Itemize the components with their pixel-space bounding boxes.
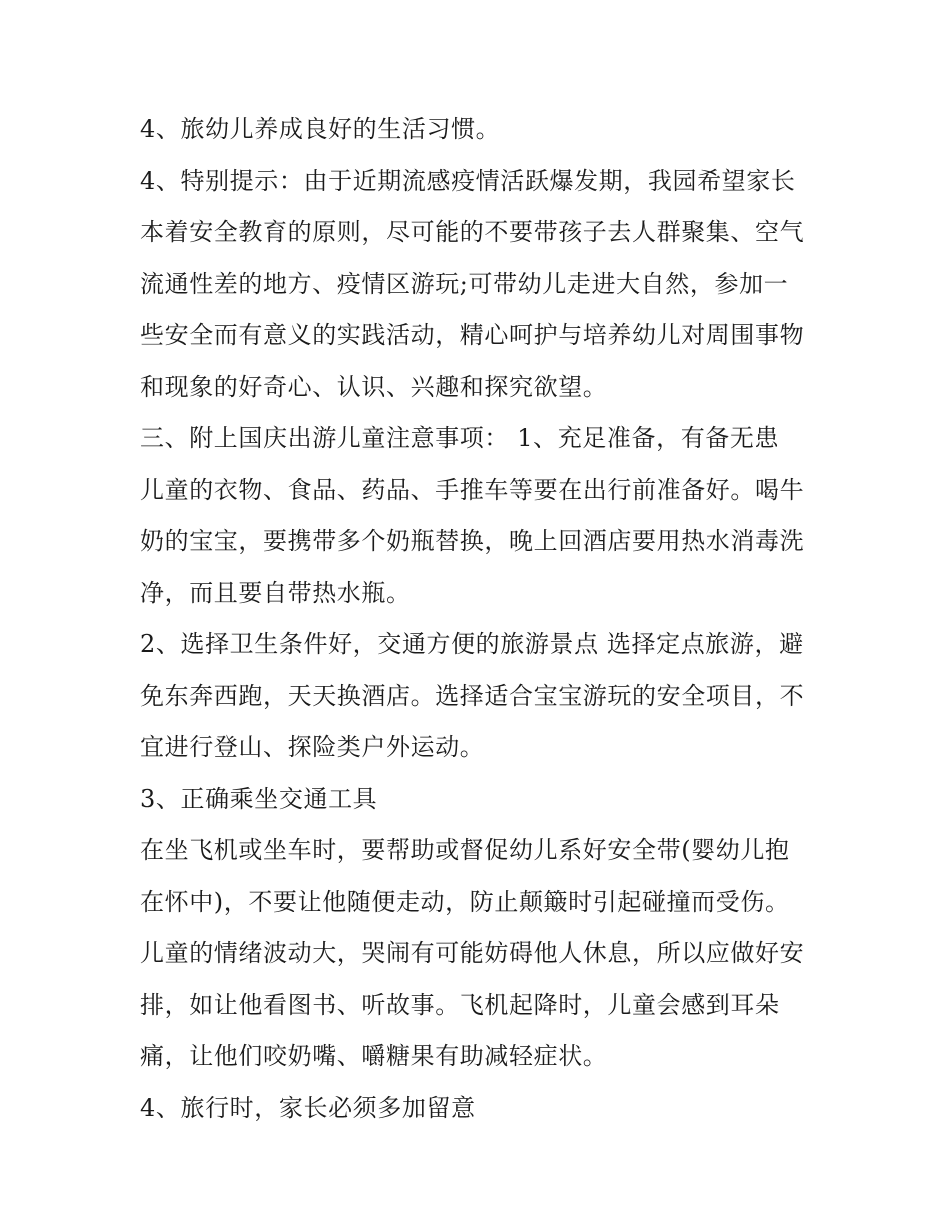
text-line: 流通性差的地方、疫情区游玩;可带幼儿走进大自然，参加一: [140, 269, 789, 298]
text-line: 在坐飞机或坐车时，要帮助或督促幼儿系好安全带(婴幼儿抱: [140, 836, 790, 864]
text-line: 在怀中)，不要让他随便走动，防止颠簸时引起碰撞而受伤。: [140, 887, 790, 916]
subheading: 4、旅行时，家长必须多加留意: [140, 1093, 476, 1122]
text-line: 儿童的衣物、食品、药品、手推车等要在出行前准备好。喝牛: [140, 475, 805, 504]
text-line: 4、旅幼儿养成良好的生活习惯。: [140, 115, 501, 143]
text-line: 本着安全教育的原则，尽可能的不要带孩子去人群聚集、空气: [140, 218, 805, 246]
text-line: 2、选择卫生条件好，交通方便的旅游景点 选择定点旅游，避: [140, 630, 804, 658]
text-line: 4、特别提示：由于近期流感疫情活跃爆发期，我园希望家长: [140, 166, 796, 195]
text-line: 和现象的好奇心、认识、兴趣和探究欲望。: [140, 372, 608, 401]
document-body: [140, 104, 820, 1134]
text-line: 排，如让他看图书、听故事。飞机起降时，儿童会感到耳朵: [140, 990, 780, 1019]
text-line: 宜进行登山、探险类户外运动。: [140, 733, 485, 761]
text-line: 免东奔西跑，天天换酒店。选择适合宝宝游玩的安全项目，不: [140, 681, 805, 710]
text-line: 痛，让他们咬奶嘴、嚼糖果有助减轻症状。: [140, 1042, 608, 1070]
text-line: 净，而且要自带热水瓶。: [140, 578, 411, 607]
text-line: 些安全而有意义的实践活动，精心呵护与培养幼儿对周围事物: [140, 321, 805, 349]
text-line: 奶的宝宝，要携带多个奶瓶替换，晚上回酒店要用热水消毒洗: [140, 527, 805, 555]
section-heading: 三、附上国庆出游儿童注意事项： 1、充足准备，有备无患: [140, 424, 780, 452]
subheading: 3、正确乘坐交通工具: [140, 784, 378, 813]
text-line: 儿童的情绪波动大，哭闹有可能妨碍他人休息，所以应做好安: [140, 939, 805, 967]
